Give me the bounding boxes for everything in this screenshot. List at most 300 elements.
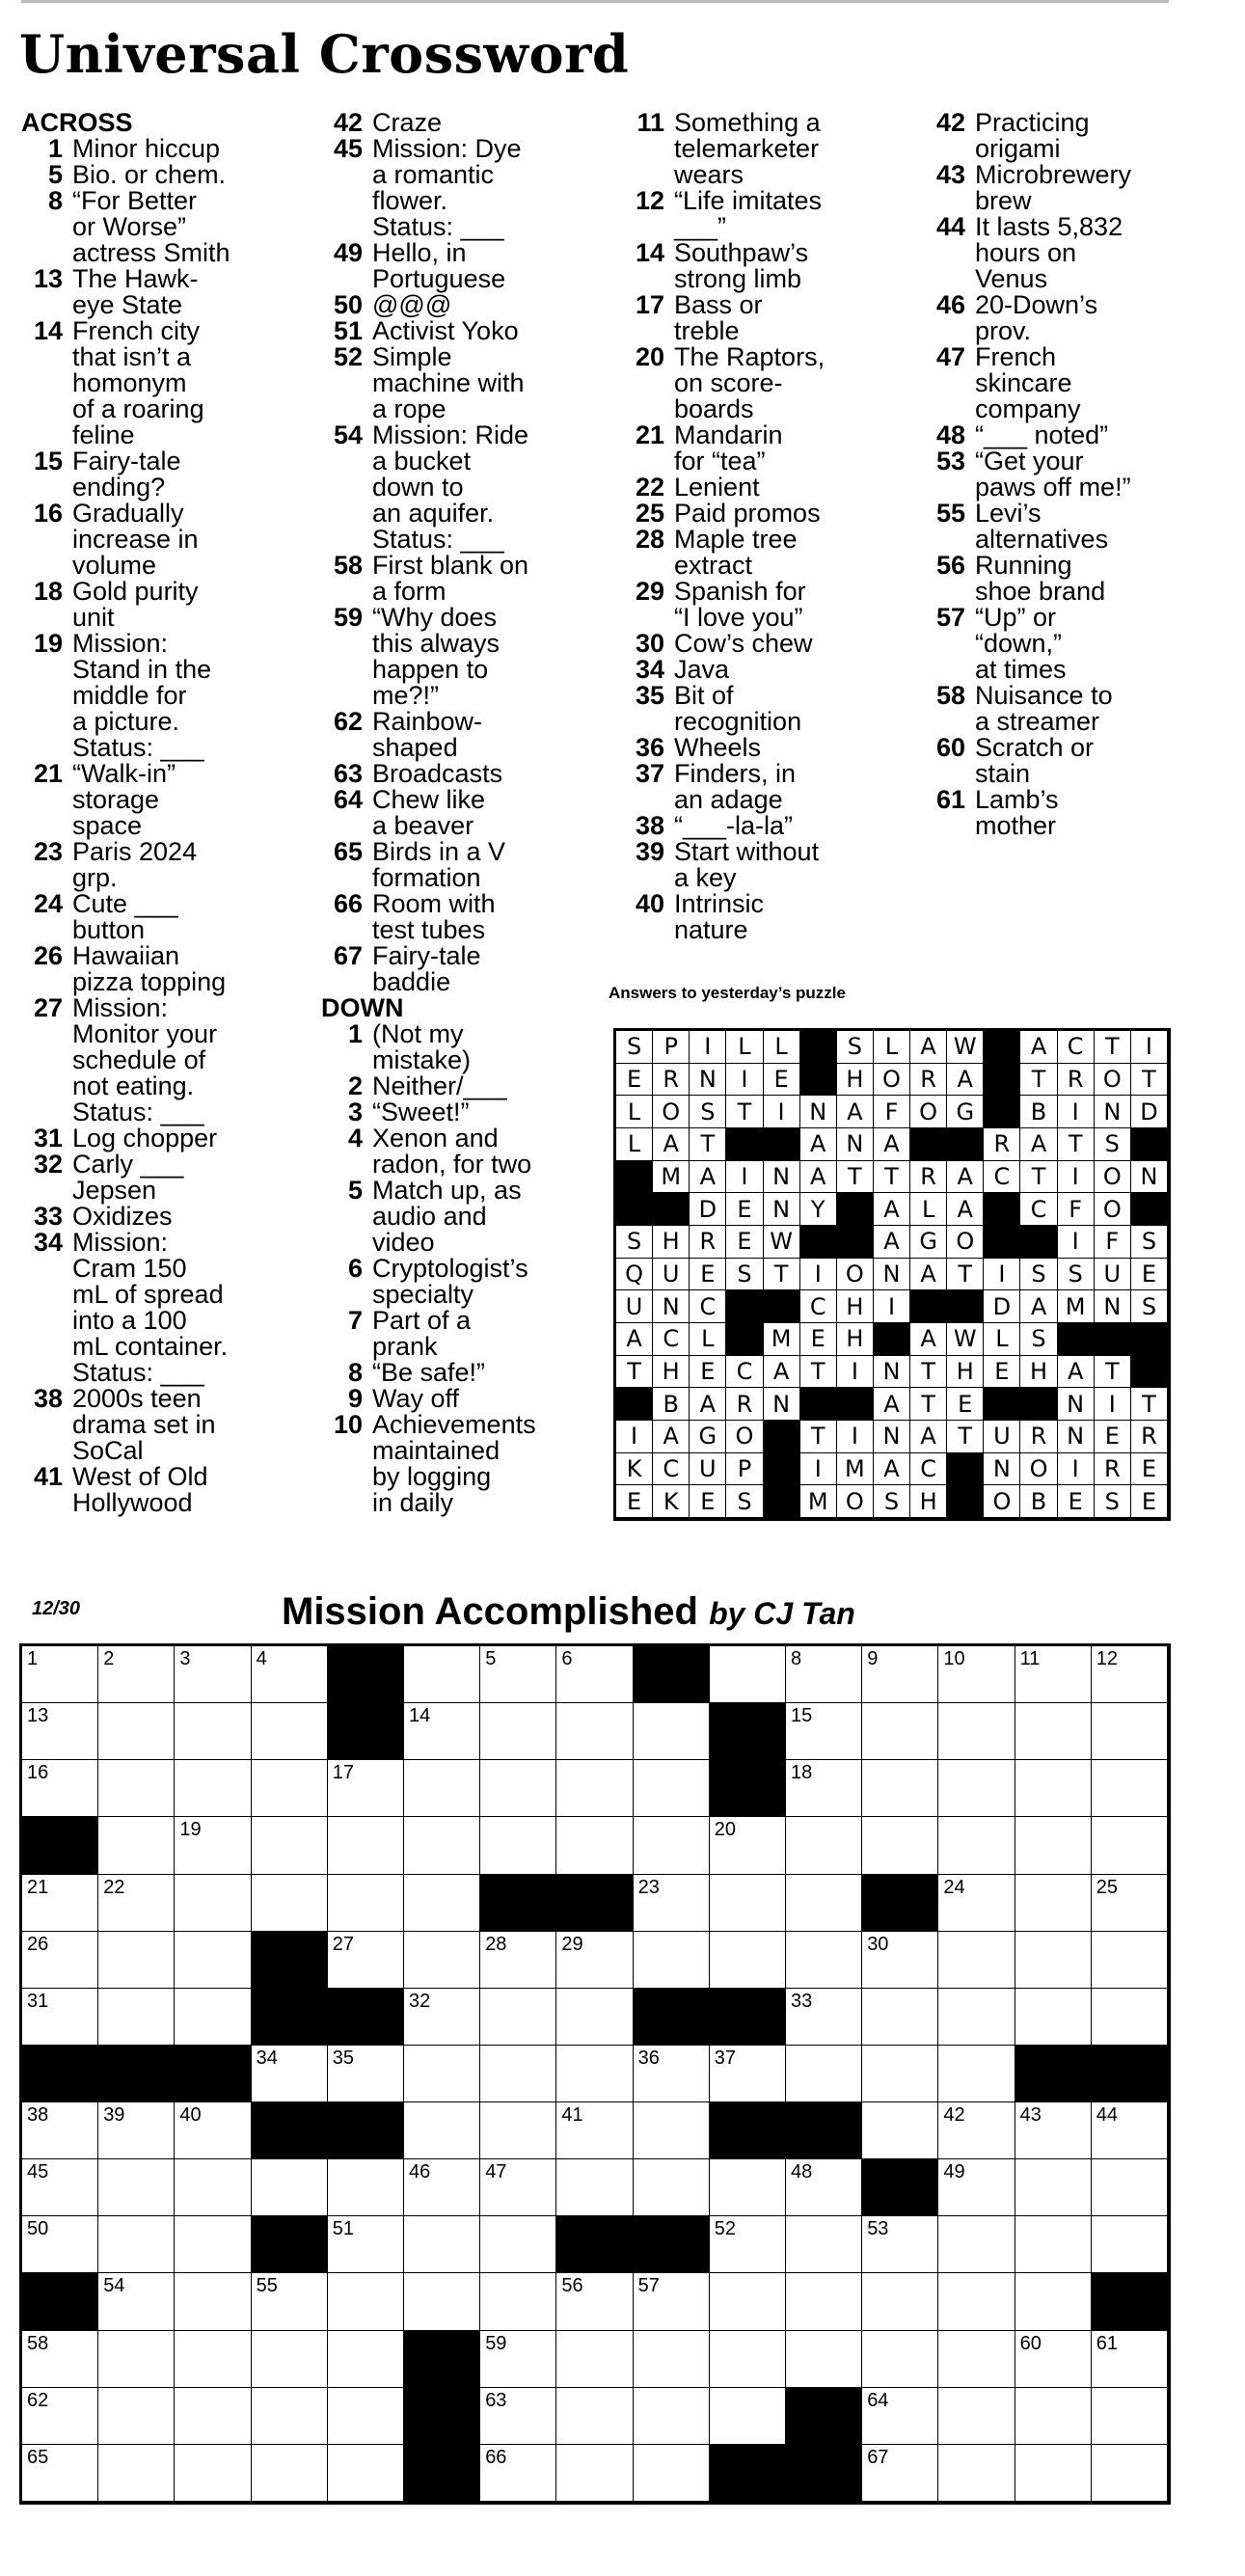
clue-item	[321, 1308, 620, 1360]
grid-cell[interactable]	[862, 1703, 938, 1760]
grid-cell[interactable]	[98, 2445, 175, 2502]
clue-number: 27	[33, 993, 63, 1022]
answer-cell: O	[874, 1064, 910, 1097]
grid-cell[interactable]	[710, 2216, 786, 2273]
grid-cell[interactable]	[22, 2445, 98, 2502]
grid-cell[interactable]	[1092, 1646, 1168, 1703]
grid-cell[interactable]	[328, 2445, 404, 2502]
grid-cell[interactable]	[786, 2331, 862, 2388]
grid-cell[interactable]	[862, 2331, 938, 2388]
answer-cell: O	[653, 1096, 690, 1128]
answer-cell: R	[1020, 1421, 1057, 1453]
grid-black-square	[22, 1817, 98, 1874]
grid-cell[interactable]	[1015, 1817, 1092, 1874]
grid-cell[interactable]	[22, 2216, 98, 2273]
grid-cell[interactable]	[710, 1932, 786, 1989]
grid-black-square	[328, 1703, 404, 1760]
grid-cell[interactable]	[404, 2159, 480, 2216]
cell-number: 58	[27, 2332, 49, 2354]
answer-cell: L	[726, 1031, 763, 1064]
answer-cell: T	[764, 1259, 800, 1291]
clue-text: Mission: Cram 150 mL of spread into a 100 mL container. Status: ___	[72, 1228, 229, 1387]
grid-cell[interactable]	[1092, 2388, 1168, 2445]
clue-text: Room with test tubes	[372, 889, 496, 944]
grid-cell[interactable]	[22, 2331, 98, 2388]
grid-cell[interactable]	[862, 1989, 938, 2046]
grid-black-square	[328, 1989, 404, 2046]
grid-cell[interactable]	[98, 2273, 175, 2330]
answer-black-cell	[984, 1388, 1020, 1421]
answer-cell: M	[1058, 1290, 1095, 1323]
grid-cell[interactable]	[328, 2388, 404, 2445]
grid-cell[interactable]	[862, 2216, 938, 2273]
grid-cell[interactable]	[1092, 1760, 1168, 1817]
grid-cell[interactable]	[556, 2445, 633, 2502]
answer-cell: S	[1020, 1323, 1057, 1356]
grid-cell[interactable]	[175, 1760, 251, 1817]
grid-cell[interactable]	[710, 2331, 786, 2388]
grid-cell[interactable]	[98, 1875, 175, 1932]
grid-cell[interactable]	[404, 2046, 480, 2102]
clue-item	[21, 448, 320, 501]
grid-cell[interactable]	[1015, 1703, 1092, 1760]
answer-cell: S	[1131, 1226, 1168, 1259]
answer-cell: E	[984, 1356, 1020, 1389]
grid-cell[interactable]	[22, 2102, 98, 2159]
clue-number: 38	[635, 811, 664, 840]
grid-cell[interactable]	[480, 2102, 556, 2159]
grid-cell[interactable]	[556, 1760, 633, 1817]
clue-number: 22	[635, 473, 664, 502]
clue-number: 36	[635, 733, 664, 762]
grid-cell[interactable]	[22, 1875, 98, 1932]
grid-black-square	[862, 1875, 938, 1932]
cell-number: 10	[943, 1648, 965, 1669]
clue-item	[21, 943, 320, 995]
grid-cell[interactable]	[634, 1875, 710, 1932]
puzzle-byline: by CJ Tan	[709, 1596, 855, 1631]
grid-cell[interactable]	[175, 1932, 251, 1989]
grid-cell[interactable]	[938, 1646, 1015, 1703]
grid-cell[interactable]	[634, 2046, 710, 2102]
grid-cell[interactable]	[328, 2159, 404, 2216]
grid-cell[interactable]	[404, 2273, 480, 2330]
grid-cell[interactable]	[1015, 2102, 1092, 2159]
grid-cell[interactable]	[252, 1817, 328, 1874]
grid-cell[interactable]	[710, 1817, 786, 1874]
grid-cell[interactable]	[252, 2046, 328, 2102]
clue-number: 13	[33, 264, 63, 293]
grid-cell[interactable]	[22, 2159, 98, 2216]
grid-cell[interactable]	[175, 1646, 251, 1703]
clue-text: Bio. or chem.	[72, 160, 227, 189]
grid-cell[interactable]	[404, 1932, 480, 1989]
grid-black-square	[1092, 2046, 1168, 2102]
answer-cell: O	[837, 1485, 874, 1518]
grid-cell[interactable]	[634, 1760, 710, 1817]
grid-cell[interactable]	[328, 1760, 404, 1817]
cell-number: 8	[790, 1648, 802, 1669]
clue-item	[21, 631, 320, 761]
grid-cell[interactable]	[786, 2159, 862, 2216]
grid-cell[interactable]	[938, 2102, 1015, 2159]
grid-cell[interactable]	[938, 2445, 1015, 2502]
grid-cell[interactable]	[1015, 1875, 1092, 1932]
grid-cell[interactable]	[404, 1875, 480, 1932]
grid-cell[interactable]	[556, 2388, 633, 2445]
answer-cell: C	[984, 1161, 1020, 1194]
grid-cell[interactable]	[98, 2216, 175, 2273]
clue-number: 29	[635, 577, 664, 606]
answer-cell: M	[764, 1323, 800, 1356]
grid-cell[interactable]	[786, 1760, 862, 1817]
grid-black-square	[1015, 2046, 1092, 2102]
clue-number: 20	[635, 342, 664, 371]
grid-cell[interactable]	[862, 1932, 938, 1989]
cell-number: 40	[179, 2104, 202, 2127]
grid-cell[interactable]	[1092, 1989, 1168, 2046]
answer-cell: O	[984, 1485, 1020, 1518]
grid-cell[interactable]	[480, 2046, 556, 2102]
grid-cell[interactable]	[556, 1932, 633, 1989]
clue-text: @@@	[372, 290, 452, 319]
answer-cell: T	[947, 1421, 984, 1453]
grid-cell[interactable]	[404, 2216, 480, 2273]
grid-cell[interactable]	[1015, 2445, 1092, 2502]
grid-cell[interactable]	[328, 1932, 404, 1989]
grid-cell[interactable]	[786, 1932, 862, 1989]
grid-cell[interactable]	[1092, 1875, 1168, 1932]
grid-cell[interactable]	[404, 1646, 480, 1703]
grid-cell[interactable]	[252, 1646, 328, 1703]
grid-cell[interactable]	[1015, 1760, 1092, 1817]
grid-cell[interactable]	[328, 2273, 404, 2330]
grid-cell[interactable]	[862, 2046, 938, 2102]
grid-cell[interactable]	[862, 1760, 938, 1817]
grid-cell[interactable]	[634, 1932, 710, 1989]
clue-number: 34	[33, 1228, 63, 1257]
grid-cell[interactable]	[175, 2216, 251, 2273]
grid-cell[interactable]	[175, 1817, 251, 1874]
grid-cell[interactable]	[175, 1989, 251, 2046]
grid-cell[interactable]	[938, 2046, 1015, 2102]
grid-cell[interactable]	[1015, 1932, 1092, 1989]
grid-cell[interactable]	[556, 2273, 633, 2330]
grid-cell[interactable]	[1092, 1932, 1168, 1989]
grid-cell[interactable]	[480, 1703, 556, 1760]
clue-item	[321, 1360, 620, 1386]
grid-cell[interactable]	[634, 2102, 710, 2159]
grid-cell[interactable]	[22, 1703, 98, 1760]
grid-cell[interactable]	[480, 2273, 556, 2330]
clue-number: 4	[347, 1124, 363, 1152]
clue-item	[321, 1178, 620, 1256]
grid-cell[interactable]	[862, 2445, 938, 2502]
answer-cell: T	[910, 1356, 947, 1389]
grid-cell[interactable]	[862, 1817, 938, 1874]
grid-cell[interactable]	[634, 2159, 710, 2216]
answer-cell: W	[947, 1323, 984, 1356]
grid-cell[interactable]	[480, 1932, 556, 1989]
grid-cell[interactable]	[938, 2216, 1015, 2273]
answer-cell: S	[1095, 1128, 1131, 1161]
grid-cell[interactable]	[22, 1760, 98, 1817]
clue-item	[321, 1412, 620, 1516]
grid-cell[interactable]	[862, 2388, 938, 2445]
grid-cell[interactable]	[556, 2159, 633, 2216]
grid-cell[interactable]	[1092, 2445, 1168, 2502]
answer-cell: M	[837, 1453, 874, 1486]
grid-cell[interactable]	[634, 2445, 710, 2502]
grid-cell[interactable]	[1015, 1646, 1092, 1703]
answer-cell: N	[1095, 1290, 1131, 1323]
answer-black-cell	[1020, 1388, 1057, 1421]
grid-cell[interactable]	[786, 2046, 862, 2102]
grid-cell[interactable]	[862, 1646, 938, 1703]
grid-cell[interactable]	[556, 2102, 633, 2159]
grid-cell[interactable]	[938, 1760, 1015, 1817]
answer-cell: B	[653, 1388, 690, 1421]
grid-cell[interactable]	[938, 1932, 1015, 1989]
clue-item	[21, 1204, 320, 1230]
grid-cell[interactable]	[98, 1989, 175, 2046]
clue-item	[321, 344, 620, 422]
grid-cell[interactable]	[710, 2046, 786, 2102]
grid-cell[interactable]	[1092, 1817, 1168, 1874]
clue-item	[321, 318, 620, 344]
clue-text: French city that isn’t a homonym of a roaring feline	[72, 316, 204, 449]
answer-cell: T	[1131, 1388, 1168, 1421]
grid-cell[interactable]	[252, 1875, 328, 1932]
answer-black-cell	[764, 1453, 800, 1486]
grid-cell[interactable]	[98, 1703, 175, 1760]
answer-cell: A	[764, 1356, 800, 1389]
answer-black-cell	[726, 1128, 763, 1161]
grid-cell[interactable]	[556, 1817, 633, 1874]
grid-cell[interactable]	[252, 2445, 328, 2502]
grid-cell[interactable]	[710, 1875, 786, 1932]
grid-cell[interactable]	[98, 2388, 175, 2445]
grid-cell[interactable]	[786, 1817, 862, 1874]
grid-cell[interactable]	[252, 2159, 328, 2216]
grid-cell[interactable]	[938, 1875, 1015, 1932]
answer-cell: T	[726, 1096, 763, 1128]
grid-cell[interactable]	[1015, 2273, 1092, 2330]
grid-cell[interactable]	[1015, 2331, 1092, 2388]
grid-cell[interactable]	[556, 1989, 633, 2046]
clue-number: 47	[935, 342, 965, 371]
grid-cell[interactable]	[710, 2273, 786, 2330]
grid-cell[interactable]	[1092, 2159, 1168, 2216]
cell-number: 12	[1096, 1648, 1119, 1669]
grid-cell[interactable]	[938, 1817, 1015, 1874]
grid-cell[interactable]	[328, 1817, 404, 1874]
grid-cell[interactable]	[480, 2331, 556, 2388]
grid-cell[interactable]	[786, 1989, 862, 2046]
grid-cell[interactable]	[634, 1817, 710, 1874]
grid-cell[interactable]	[98, 1646, 175, 1703]
grid-cell[interactable]	[556, 2046, 633, 2102]
grid-cell[interactable]	[404, 2102, 480, 2159]
grid-cell[interactable]	[98, 2159, 175, 2216]
answer-cell: A	[874, 1193, 910, 1226]
grid-cell[interactable]	[98, 1760, 175, 1817]
answer-cell: A	[800, 1161, 837, 1194]
grid-cell[interactable]	[1015, 2388, 1092, 2445]
clue-number: 2	[347, 1071, 363, 1100]
grid-black-square	[710, 1760, 786, 1817]
clue-number: 48	[935, 420, 965, 449]
cell-number: 15	[790, 1705, 813, 1727]
grid-cell[interactable]	[328, 2046, 404, 2102]
cell-number: 43	[1019, 2104, 1042, 2127]
grid-cell[interactable]	[634, 2388, 710, 2445]
grid-cell[interactable]	[480, 2159, 556, 2216]
cell-number: 33	[790, 1990, 813, 2012]
grid-cell[interactable]	[480, 2445, 556, 2502]
grid-cell[interactable]	[938, 2388, 1015, 2445]
grid-cell[interactable]	[252, 2331, 328, 2388]
grid-cell[interactable]	[175, 2159, 251, 2216]
grid-cell[interactable]	[480, 1760, 556, 1817]
grid-cell[interactable]	[1092, 1703, 1168, 1760]
grid-cell[interactable]	[175, 1703, 251, 1760]
cell-number: 60	[1019, 2332, 1042, 2354]
clue-column-4	[924, 110, 1232, 839]
grid-cell[interactable]	[786, 2216, 862, 2273]
grid-cell[interactable]	[175, 2273, 251, 2330]
grid-cell[interactable]	[938, 2331, 1015, 2388]
clue-item	[623, 631, 922, 657]
cell-number: 34	[256, 2047, 278, 2069]
answer-cell: T	[1020, 1064, 1057, 1097]
grid-cell[interactable]	[1092, 2331, 1168, 2388]
answer-cell: O	[726, 1421, 763, 1453]
grid-cell[interactable]	[480, 1817, 556, 1874]
grid-cell[interactable]	[556, 1703, 633, 1760]
cell-number: 64	[867, 2389, 889, 2411]
answer-black-cell	[837, 1388, 874, 1421]
grid-cell[interactable]	[634, 2273, 710, 2330]
answer-cell: S	[616, 1226, 653, 1259]
clue-text: Mission: Stand in the middle for a picture. Status: ___	[72, 629, 212, 762]
grid-cell[interactable]	[328, 1875, 404, 1932]
grid-cell[interactable]	[175, 2388, 251, 2445]
grid-black-square	[328, 1646, 404, 1703]
clue-text: 2000s teen drama set in SoCal	[72, 1384, 216, 1465]
grid-cell[interactable]	[404, 1989, 480, 2046]
grid-cell[interactable]	[252, 2388, 328, 2445]
grid-cell[interactable]	[175, 2445, 251, 2502]
grid-cell[interactable]	[862, 2273, 938, 2330]
grid-cell[interactable]	[175, 2331, 251, 2388]
clue-item	[21, 1152, 320, 1204]
grid-cell[interactable]	[22, 1646, 98, 1703]
clue-item	[924, 422, 1232, 448]
grid-cell[interactable]	[1015, 2159, 1092, 2216]
grid-cell[interactable]	[710, 2159, 786, 2216]
clue-item	[21, 136, 320, 162]
grid-cell[interactable]	[328, 2216, 404, 2273]
grid-cell[interactable]	[634, 2331, 710, 2388]
grid-cell[interactable]	[252, 1703, 328, 1760]
grid-cell[interactable]	[786, 1875, 862, 1932]
answer-cell: L	[616, 1128, 653, 1161]
grid-cell[interactable]	[710, 1646, 786, 1703]
clue-item	[623, 527, 922, 579]
grid-cell[interactable]	[786, 2273, 862, 2330]
grid-cell[interactable]	[22, 1932, 98, 1989]
grid-cell[interactable]	[98, 2102, 175, 2159]
grid-cell[interactable]	[404, 1817, 480, 1874]
clue-item	[321, 1386, 620, 1412]
grid-cell[interactable]	[98, 1932, 175, 1989]
grid-cell[interactable]	[1092, 2102, 1168, 2159]
clue-item	[924, 292, 1232, 344]
grid-cell[interactable]	[404, 1760, 480, 1817]
grid-cell[interactable]	[480, 2388, 556, 2445]
cell-number: 21	[27, 1876, 49, 1898]
cell-number: 3	[179, 1648, 191, 1669]
grid-cell[interactable]	[862, 2102, 938, 2159]
grid-cell[interactable]	[556, 2331, 633, 2388]
answer-cell: N	[837, 1128, 874, 1161]
answer-cell: I	[1131, 1031, 1168, 1064]
grid-cell[interactable]	[404, 1703, 480, 1760]
answer-cell: N	[764, 1193, 800, 1226]
clue-item	[321, 891, 620, 943]
grid-cell[interactable]	[98, 2331, 175, 2388]
grid-cell[interactable]	[786, 1646, 862, 1703]
answer-cell: W	[947, 1031, 984, 1064]
grid-cell[interactable]	[1015, 1989, 1092, 2046]
answer-cell: R	[1131, 1421, 1168, 1453]
answer-cell: K	[616, 1453, 653, 1486]
clue-item	[924, 448, 1232, 501]
grid-cell[interactable]	[98, 1817, 175, 1874]
clue-item	[21, 1230, 320, 1386]
grid-cell[interactable]	[1092, 2216, 1168, 2273]
grid-cell[interactable]	[556, 1646, 633, 1703]
grid-cell[interactable]	[1015, 2216, 1092, 2273]
grid-black-square	[404, 2445, 480, 2502]
grid-cell[interactable]	[480, 1989, 556, 2046]
grid-cell[interactable]	[938, 2159, 1015, 2216]
clue-number: 49	[333, 238, 363, 267]
grid-cell[interactable]	[175, 1875, 251, 1932]
grid-cell[interactable]	[22, 2388, 98, 2445]
grid-cell[interactable]	[938, 1989, 1015, 2046]
grid-cell[interactable]	[480, 2216, 556, 2273]
answer-black-cell	[764, 1421, 800, 1453]
grid-cell[interactable]	[175, 2102, 251, 2159]
grid-cell[interactable]	[328, 2331, 404, 2388]
cell-number: 67	[867, 2446, 889, 2468]
grid-cell[interactable]	[938, 2273, 1015, 2330]
grid-cell[interactable]	[252, 1760, 328, 1817]
grid-cell[interactable]	[480, 1646, 556, 1703]
grid-cell[interactable]	[634, 1703, 710, 1760]
grid-cell[interactable]	[710, 2388, 786, 2445]
grid-cell[interactable]	[252, 2273, 328, 2330]
grid-cell[interactable]	[22, 1989, 98, 2046]
cell-number: 63	[485, 2389, 507, 2411]
grid-cell[interactable]	[938, 1703, 1015, 1760]
cell-number: 59	[485, 2332, 507, 2354]
grid-cell[interactable]	[786, 1703, 862, 1760]
clue-item	[623, 501, 922, 527]
answer-cell: E	[690, 1356, 726, 1389]
